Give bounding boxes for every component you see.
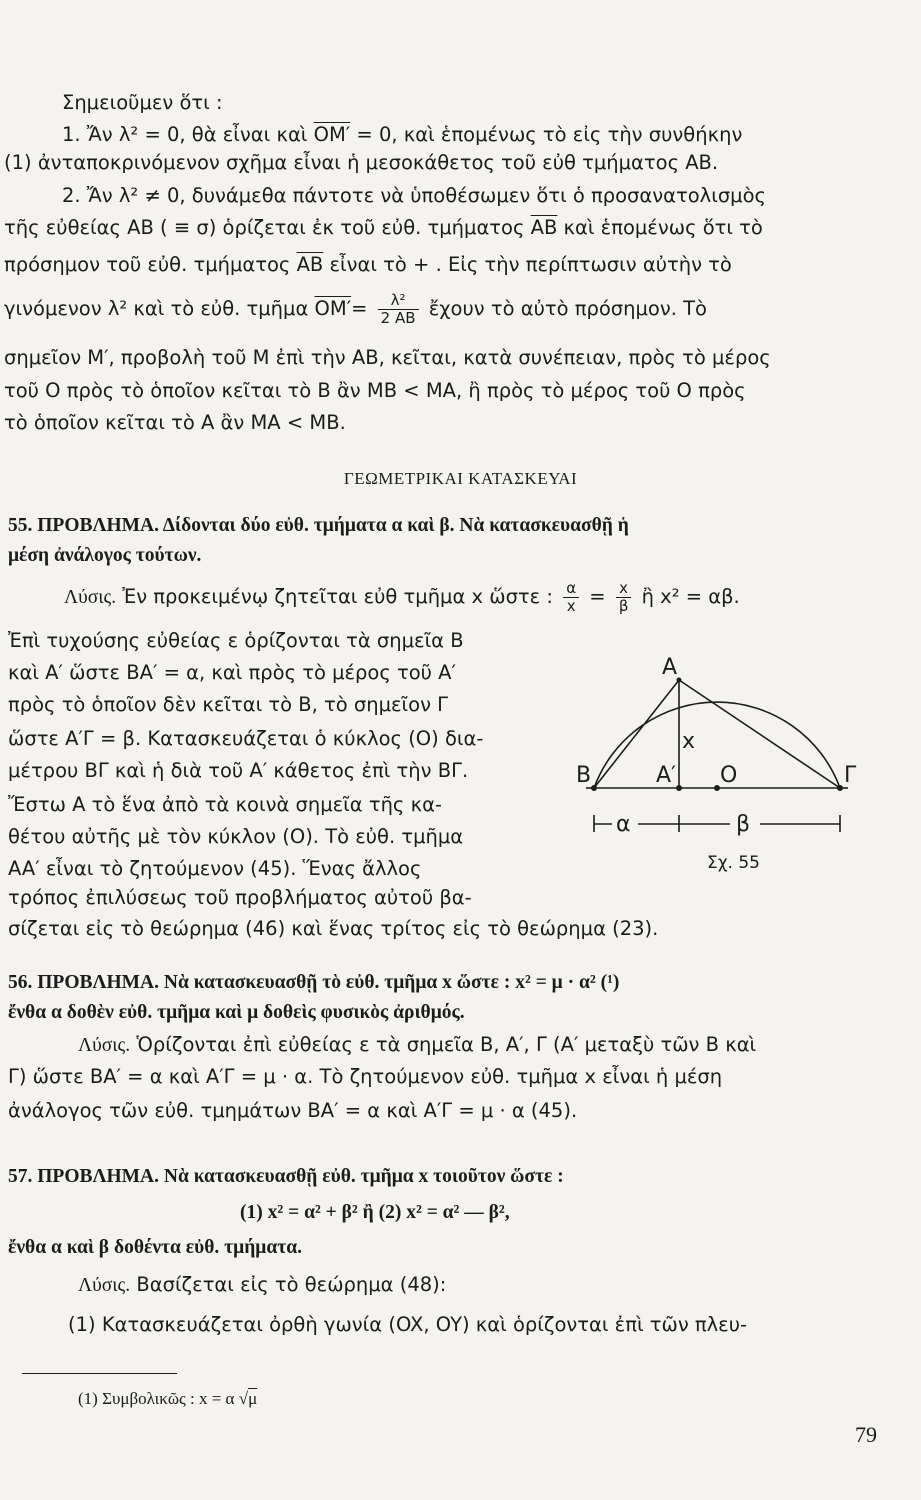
text-line: AA′ εἶναι τὸ ζητούμενον (45). Ἕνας ἄλλος	[8, 857, 422, 880]
footnote: (1) Συμβολικῶς : x = α √μ	[78, 1389, 258, 1408]
text-line: Σημειοῦμεν ὅτι :	[62, 91, 223, 114]
label-A: A	[662, 655, 678, 680]
point-G	[837, 785, 843, 791]
solution-line: Λύσις. Βασίζεται εἰς τὸ θεώρημα (48):	[78, 1273, 447, 1296]
problem-statement: 55. ΠΡΟΒΛΗΜΑ. Δίδονται δύο εὐθ. τμήματα α καὶ β. Νὰ κατασκευασθῇ ἡ	[8, 515, 629, 536]
segment-AG	[679, 680, 840, 788]
fraction: $\frac{\alpha}{x}$	[563, 580, 579, 615]
geometry-figure	[572, 650, 872, 890]
label-O: O	[720, 763, 738, 788]
label-beta: β	[736, 812, 751, 837]
text-line: καὶ A′ ὥστε BA′ = α, καὶ πρὸς τὸ μέρος τοῦ A′	[8, 661, 456, 684]
label-alpha: α	[616, 812, 631, 837]
fraction: $\frac{x}{\beta}$	[616, 580, 632, 615]
text-line: Ἐπὶ τυχούσης εὐθείας ε ὁρίζονται τὰ σημεῖα B	[8, 629, 464, 652]
text-line: ὥστε A′Γ = β. Κατασκευάζεται ὁ κύκλος (O) δια-	[8, 727, 484, 750]
text-line: θέτου αὐτῆς μὲ τὸν κύκλον (O). Τὸ εὐθ. τμῆμα	[8, 825, 464, 848]
text-line: ἀνάλογος τῶν εὐθ. τμημάτων BA′ = α καὶ A′Γ = μ · α (45).	[8, 1099, 578, 1122]
text-line: Γ) ὥστε BA′ = α καὶ A′Γ = μ · α. Τὸ ζητούμενον εὐθ. τμῆμα x εἶναι ἡ μέση	[8, 1065, 723, 1088]
problem-statement: 56. ΠΡΟΒΛΗΜΑ. Νὰ κατασκευασθῇ τὸ εὐθ. τμῆμα x ὥστε : x² = μ · α² (¹)	[8, 972, 620, 993]
point-A-prime	[676, 785, 682, 791]
equation-line: (1) x² = α² + β² ἢ (2) x² = α² — β²,	[240, 1202, 510, 1223]
text-line: τὸ ὁποῖον κεῖται τὸ A ἂν MA < MB.	[4, 411, 346, 434]
label-A-prime: A′	[656, 763, 677, 788]
label-B: B	[576, 763, 592, 788]
problem-statement: 57. ΠΡΟΒΛΗΜΑ. Νὰ κατασκευασθῇ εὐθ. τμῆμα x τοιοῦτον ὥστε :	[8, 1166, 564, 1187]
point-A	[677, 678, 682, 683]
point-B	[591, 785, 597, 791]
text-line: 2. Ἄν λ² ≠ 0, δυνάμεθα πάντοτε νὰ ὑποθέσωμεν ὅτι ὁ προσανατολισμὸς	[62, 184, 766, 207]
text-line: (1) Κατασκευάζεται ὀρθὴ γωνία (OX, OY) καὶ ὁρίζονται ἐπὶ τῶν πλευ-	[68, 1313, 748, 1336]
solution-line: Λύσις. Ὁρίζονται ἐπὶ εὐθείας ε τὰ σημεῖα B, A′, Γ (A′ μεταξὺ τῶν B καὶ	[78, 1033, 757, 1056]
problem-statement: μέση ἀνάλογος τούτων.	[8, 545, 202, 566]
section-heading: ΓΕΩΜΕΤΡΙΚΑΙ ΚΑΤΑΣΚΕΥΑΙ	[343, 469, 578, 488]
page-number: 79	[855, 1422, 877, 1447]
text-line: τῆς εὐθείας AB ( ≡ σ) ὁρίζεται ἐκ τοῦ εὐθ. τμήματος $\overline{AB}$ καὶ ἑπομένως ὅτι τὸ	[4, 216, 763, 239]
text-line: Ἔστω A τὸ ἕνα ἀπὸ τὰ κοινὰ σημεῖα τῆς κα-	[8, 793, 442, 816]
text-line: πρόσημον τοῦ εὐθ. τμήματος $\overline{AB}$ εἶναι τὸ + . Εἰς τὴν περίπτωσιν αὐτὴν τὸ	[4, 253, 732, 276]
figure-caption: Σχ. 55	[707, 853, 761, 873]
label-G: Γ	[844, 763, 857, 788]
text-line: τρόπος ἐπιλύσεως τοῦ προβλήματος αὐτοῦ βα-	[8, 886, 472, 909]
text-line: γινόμενον λ² καὶ τὸ εὐθ. τμῆμα OM′= $\frac{\text{λ²}}{2 AB}$ ἔχουν τὸ αὐτὸ πρόσημον. Τὸ	[4, 291, 707, 327]
text-line: σίζεται εἰς τὸ θεώρημα (46) καὶ ἕνας τρίτος εἰς τὸ θεώρημα (23).	[8, 917, 659, 940]
semicircle	[594, 702, 840, 788]
text-line: τοῦ O πρὸς τὸ ὁποῖον κεῖται τὸ B ἂν MB < MA, ἢ πρὸς τὸ μέρος τοῦ O πρὸς	[4, 379, 746, 402]
solution-line: Λύσις. Ἐν προκειμένῳ ζητεῖται εὐθ τμῆμα x ὥστε : $\frac{\alpha}{x}$ = $\frac{x}{\beta}$ ἢ x² = αβ.	[64, 579, 740, 615]
text-line: 1. Ἄν λ² = 0, θὰ εἶναι καὶ OM′ = 0, καὶ ἑπομένως τὸ εἰς τὴν συνθήκην	[62, 123, 743, 146]
label-x: x	[682, 729, 696, 754]
text-line: σημεῖον M′, προβολὴ τοῦ M ἐπὶ τὴν AB, κεῖται, κατὰ συνέπειαν, πρὸς τὸ μέρος	[4, 346, 771, 369]
text-line: μέτρου BΓ καὶ ἡ διὰ τοῦ A′ κάθετος ἐπὶ τὴν BΓ.	[8, 759, 469, 782]
footnote-rule	[22, 1373, 177, 1374]
text-line: πρὸς τὸ ὁποῖον δὲν κεῖται τὸ B, τὸ σημεῖον Γ	[8, 693, 449, 716]
problem-statement: ἔνθα α καὶ β δοθέντα εὐθ. τμήματα.	[8, 1237, 302, 1258]
text-line: (1) ἀνταποκρινόμενον σχῆμα εἶναι ἡ μεσοκάθετος τοῦ εὐθ τμήματος AB.	[4, 151, 719, 174]
problem-statement: ἔνθα α δοθὲν εὐθ. τμῆμα καὶ μ δοθεὶς φυσικὸς ἀριθμός.	[8, 1002, 465, 1023]
fraction: $\frac{\text{λ²}}{2 AB}$	[378, 292, 419, 327]
